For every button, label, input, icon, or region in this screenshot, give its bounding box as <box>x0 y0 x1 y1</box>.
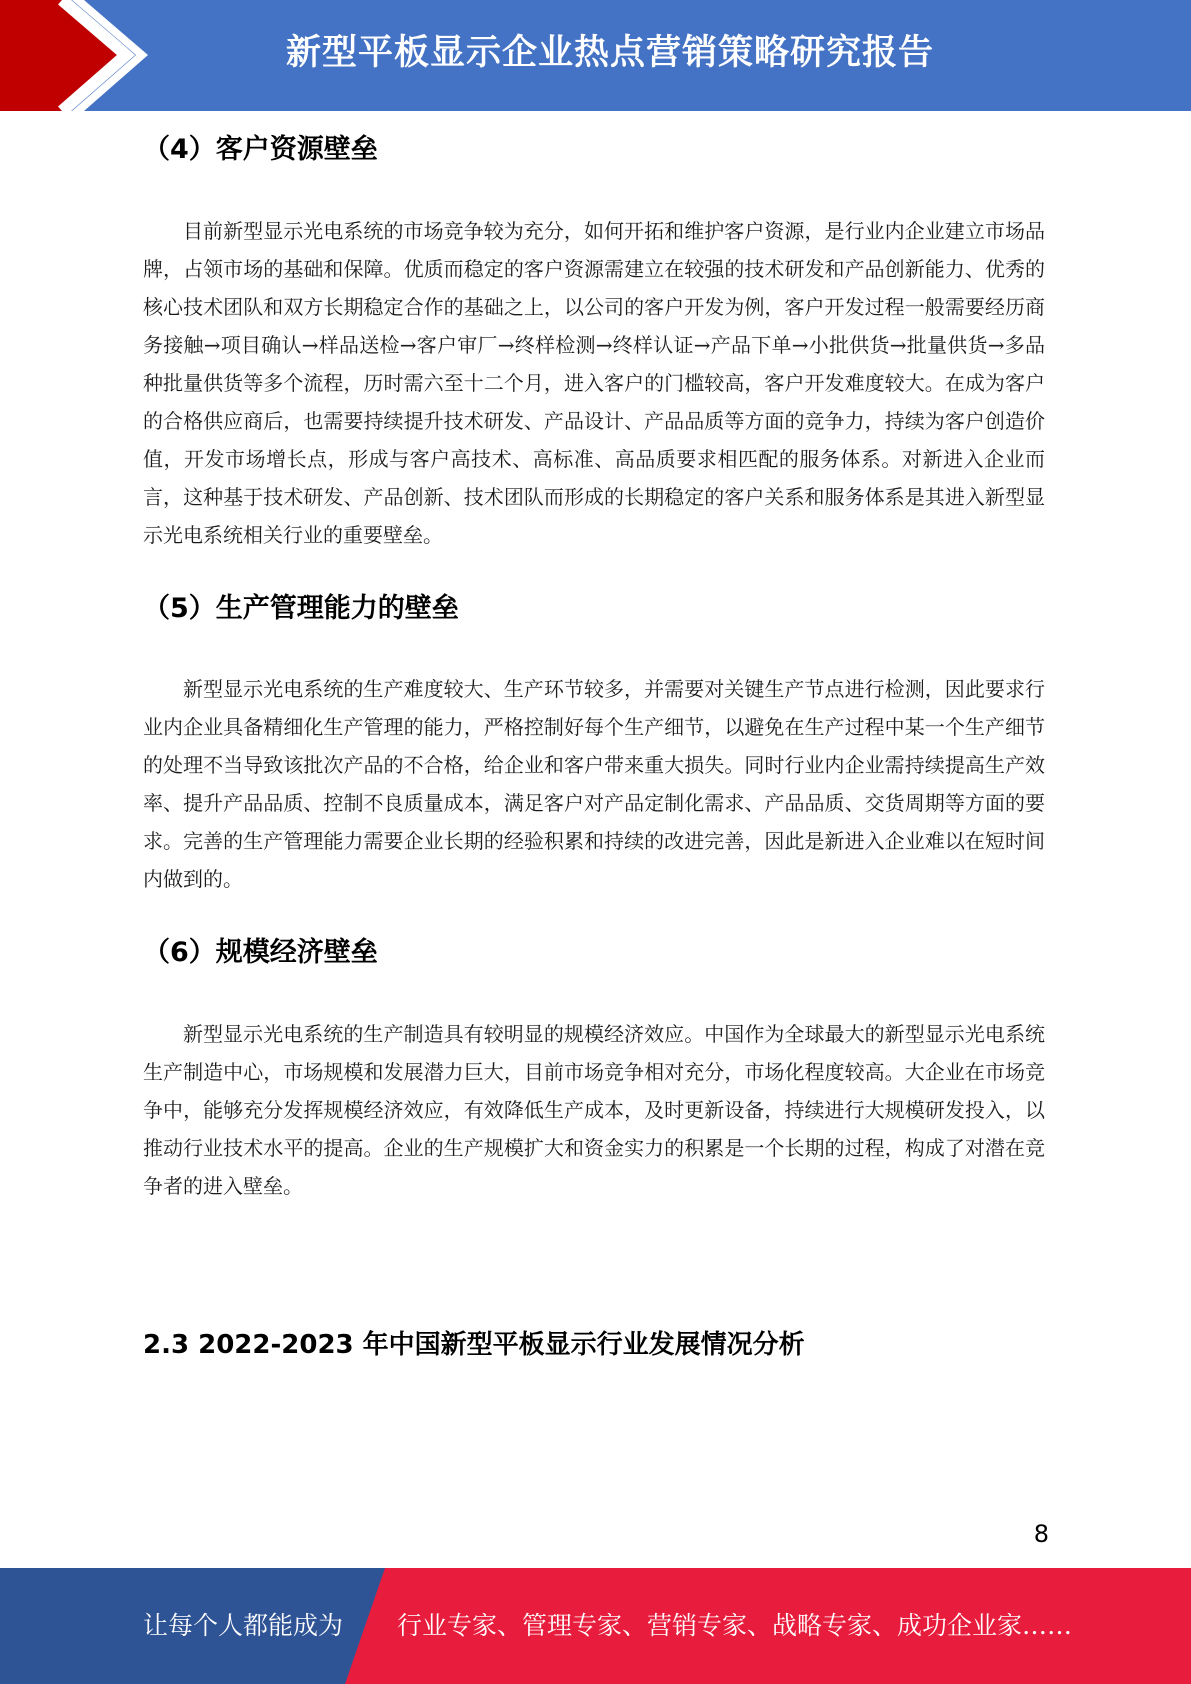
section-paragraph: 新型显示光电系统的生产制造具有较明显的规模经济效应。中国作为全球最大的新型显示光电系统生产制造中心，市场规模和发展潜力巨大，目前市场竞争相对充分，市场化程度较高。大企业在市场竞争中，能够充分发挥规模经济效应，有效降低生产成本，及时更新设备，持续进行大规模研发投入，以推动行业技术水平的提高。企业的生产规模扩大和资金实力的积累是一个长期的过程，构成了对潜在竞争者的进入壁垒。 <box>143 1022 1045 1198</box>
report-title: 新型平板显示企业热点营销策略研究报告 <box>285 33 934 73</box>
page-number: 8 <box>1033 1520 1049 1548</box>
section-paragraph: 新型显示光电系统的生产难度较大、生产环节较多，并需要对关键生产节点进行检测，因此要求行业内企业具备精细化生产管理的能力，严格控制好每个生产细节，以避免在生产过程中某一个生产细节的处理不当导致该批次产品的不合格，给企业和客户带来重大损失。同时行业内企业需持续提高生产效率、提升产品品质、控制不良质量成本，满足客户对产品定制化需求、产品品质、交货周期等方面的要求。完善的生产管理能力需要企业长期的经验积累和持续的改进完善，因此是新进入企业难以在短时间内做到的。 <box>143 677 1045 891</box>
footer-slogan-right: 行业专家、管理专家、营销专家、战略专家、成功企业家…… <box>397 1611 1073 1640</box>
footer-banner <box>0 1568 1191 1684</box>
header-chevron-decoration <box>0 0 160 111</box>
section-paragraph: 目前新型显示光电系统的市场竞争较为充分，如何开拓和维护客户资源，是行业内企业建立市场品牌，占领市场的基础和保障。优质而稳定的客户资源需建立在较强的技术研发和产品创新能力、优秀的核心技术团队和双方长期稳定合作的基础之上，以公司的客户开发为例，客户开发过程一般需要经历商务接触→项目确认→样品送检→客户审厂→终样检测→终样认证→产品下单→小批供货→批量供货→多品种批量供货等多个流程，历时需六至十二个月，进入客户的门槛较高，客户开发难度较大。在成为客户的合格供应商后，也需要持续提升技术研发、产品设计、产品品质等方面的竞争力，持续为客户创造价值，开发市场增长点，形成与客户高技术、高标准、高品质要求相匹配的服务体系。对新进入企业而言，这种基于技术研发、产品创新、技术团队而形成的长期稳定的客户关系和服务体系是其进入新型显示光电系统相关行业的重要壁垒。 <box>143 219 1045 547</box>
section-heading: （6）规模经济壁垒 <box>143 937 378 968</box>
footer-slogan-left: 让每个人都能成为 <box>143 1611 344 1640</box>
subsection-heading: 2.3 2022-2023 年中国新型平板显示行业发展情况分析 <box>143 1330 805 1360</box>
section-heading: （4）客户资源壁垒 <box>143 134 378 165</box>
section-heading: （5）生产管理能力的壁垒 <box>143 593 459 624</box>
